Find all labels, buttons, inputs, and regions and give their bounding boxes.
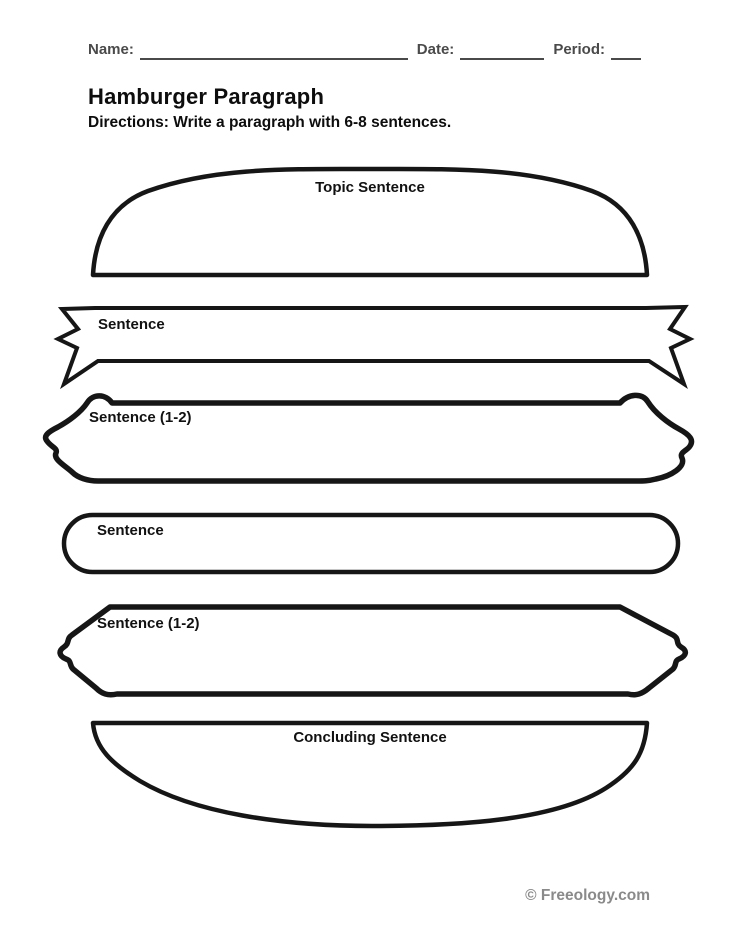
copyright-credit: © Freeology.com	[525, 887, 650, 904]
plaque-top-label: Sentence (1-2)	[89, 409, 192, 426]
top-bun-label: Topic Sentence	[315, 179, 425, 196]
name-label: Name:	[88, 41, 134, 58]
directions-text: Directions: Write a paragraph with 6-8 sentences.	[88, 114, 452, 131]
date-label: Date:	[416, 41, 455, 58]
bottom-bun-label: Concluding Sentence	[293, 729, 447, 746]
page-title: Hamburger Paragraph	[88, 84, 325, 109]
plaque-bottom-label: Sentence (1-2)	[97, 615, 200, 632]
banner-label: Sentence	[98, 316, 165, 333]
period-label: Period:	[553, 41, 605, 58]
pill-label: Sentence	[97, 522, 164, 539]
